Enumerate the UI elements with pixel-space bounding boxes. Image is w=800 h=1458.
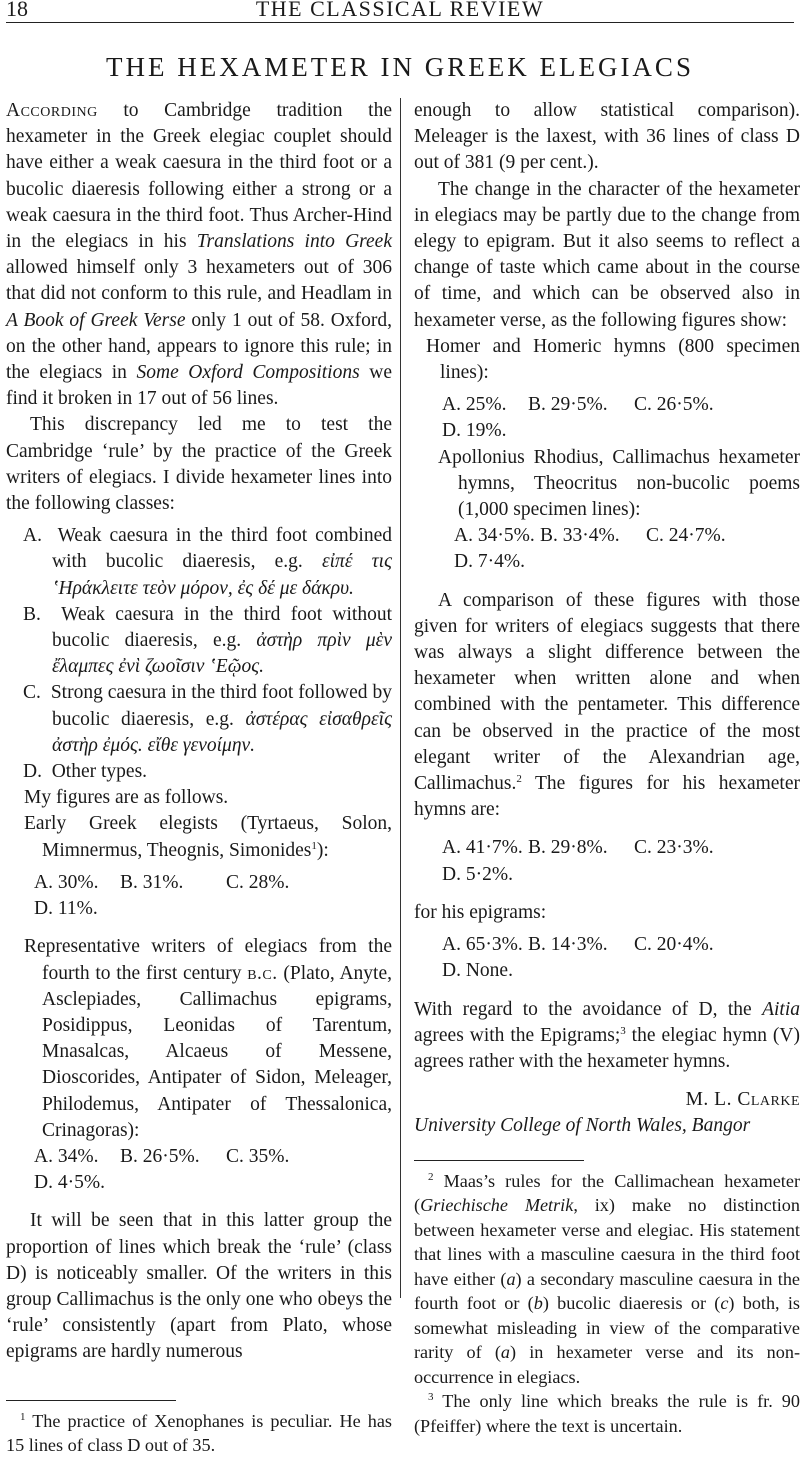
text-run: to Cambridge tradition the hexameter in the Greek elegiac couplet should have either a weak caesura in the third foot or a bucolic diaeresis following either a strong or a weak caesura in the third foot. Thus Archer-Hind in the elegiacs in his	[6, 100, 392, 253]
book-title: Some Oxford Compositions	[136, 362, 360, 384]
figure-a: A. 65·3%.	[442, 934, 523, 956]
author-affiliation: University College of North Wales, Bangor	[414, 1115, 751, 1137]
left-column	[6, 98, 392, 1458]
figure-b: B. 33·4%.	[540, 525, 620, 547]
class-text: Weak caesura in the third foot without bucolic diaeresis, e.g.	[52, 603, 392, 652]
figure-a: A. 34·5%.	[454, 525, 535, 547]
class-d	[6, 759, 392, 785]
option-letter: a	[500, 1342, 510, 1363]
class-label: D.	[23, 761, 42, 783]
text-run: The figures for his hexameter hymns are:	[414, 773, 800, 821]
footnote-ref: 1	[311, 839, 317, 852]
footnote-text: ) both, is somewhat misleading in view of the comparative rarity of (	[414, 1293, 800, 1363]
text-run: A comparison of these figures with those given for writers of elegiacs suggests that there was always a slight difference between the hexameter when written alone and when combined with the pentameter. This difference can be observed in the practice of the most elegant writer of the Alexandrian age, Callimachus.	[414, 589, 800, 795]
paragraph-5	[414, 588, 800, 824]
footnote-number: 2	[428, 1170, 434, 1183]
figures-callimachus-hymns	[414, 835, 800, 887]
option-letter: c	[720, 1293, 729, 1314]
figure-d: D. None.	[442, 960, 513, 982]
class-text: Other types.	[51, 761, 148, 783]
paragraph-2: This discrepancy led me to test the Cambridge ‘rule’ by the practice of the Greek writers of elegiacs. I divide hexameter lines into the following classes:	[6, 414, 392, 515]
class-label: C.	[23, 682, 41, 704]
group-text: Representative writers of elegiacs from the fourth to the first century	[24, 936, 392, 984]
paragraph-3: It will be seen that in this latter group the proportion of lines which break the ‘rule’ (class D) is noticeably smaller. Of the writers in this group Callimachus is the only one who obeys the ‘rule’ consistently (apart from Plato, whose epigrams are hardly numerous	[6, 1210, 392, 1363]
text-run: only 1 out of 58. Oxford, on the other hand, appears to ignore this rule; in the elegiacs in	[6, 309, 392, 384]
figure-a: A. 34%.	[34, 1145, 99, 1167]
figure-d: D. 5·2%.	[442, 863, 513, 885]
text-run: allowed himself only 3 hexameters out of 306 that did not conform to this rule, and Headlam in	[6, 257, 392, 305]
group-early-elegists	[6, 811, 392, 863]
paragraph-continued: enough to allow statistical comparison). Meleager is the laxest, with 36 lines of class D out of 381 (9 per cent.).	[414, 100, 800, 174]
figure-d: D. 19%.	[442, 420, 507, 442]
figures-homer	[414, 392, 800, 444]
paragraph-4: The change in the character of the hexameter in elegiacs may be partly due to the change from elegy to epigram. But it also seems to reflect a change of taste which came about in the course of time, and which can be observed also in hexameter verse, as the following figures show:	[414, 178, 800, 331]
text-run: we find it broken in 17 out of 56 lines.	[6, 362, 392, 410]
era-abbrev: b.c.	[247, 962, 278, 984]
figure-c: C. 20·4%.	[634, 934, 714, 956]
column-divider	[400, 98, 401, 1298]
figure-b: B. 26·5%.	[120, 1145, 200, 1167]
class-label: A.	[23, 525, 42, 547]
text-run: With regard to the avoidance of D, the	[414, 998, 763, 1020]
book-title: Translations into Greek	[196, 231, 392, 253]
header-rule	[6, 22, 794, 23]
footnote-text: , ix) make no distinction between hexameter verse and elegiac. His statement that lines with a masculine caesura in the third foot have either (	[414, 1195, 800, 1289]
group-text: ):	[316, 839, 329, 861]
footnote-rule	[414, 1160, 584, 1161]
for-epigrams: for his epigrams:	[414, 901, 547, 923]
footnote-rule	[6, 1400, 176, 1401]
group-representative-writers	[6, 934, 392, 1144]
footnote-ref: 2	[516, 773, 522, 786]
group-text: Early Greek elegists (Tyrtaeus, Solon, Mimnermus, Theognis, Simonides	[24, 813, 392, 861]
page-number: 18	[6, 0, 28, 21]
figures-intro: My figures are as follows.	[24, 787, 229, 809]
figure-b: B. 14·3%.	[528, 934, 608, 956]
figures-apollonius	[414, 523, 800, 575]
paragraph-1	[6, 98, 392, 412]
figure-c: C. 24·7%.	[646, 525, 726, 547]
footnote-text: ) bucolic diaeresis or (	[542, 1293, 721, 1314]
footnote-1	[6, 1409, 392, 1458]
footnote-ref: 3	[620, 1024, 626, 1037]
figure-c: C. 26·5%.	[634, 394, 714, 416]
running-title: THE CLASSICAL REVIEW	[255, 0, 545, 21]
figure-a: A. 30%.	[34, 871, 99, 893]
group-homer: Homer and Homeric hymns (800 specimen lines):	[426, 335, 800, 384]
figure-b: B. 31%.	[120, 871, 184, 893]
figure-c: C. 23·3%.	[634, 837, 714, 859]
class-b	[6, 602, 392, 681]
figure-c: C. 28%.	[226, 871, 290, 893]
figure-a: A. 41·7%.	[442, 837, 523, 859]
class-c	[6, 680, 392, 759]
class-text: Strong caesura in the third foot followed by bucolic diaeresis, e.g.	[50, 682, 393, 730]
figure-d: D. 11%.	[34, 898, 98, 920]
text-run: agrees with the Epigrams;	[414, 1024, 621, 1046]
greek-example: ἀστὴρ πρὶν μὲν ἔλαμπες ἐνὶ ζωοῖσιν ʽΕῷος.	[52, 630, 392, 678]
figures-callimachus-epigrams	[414, 932, 800, 984]
group-apollonius: Apollonius Rhodius, Callimachus hexameter hymns, Theocritus non-bucolic poems (1,000 specimen lines):	[438, 446, 800, 521]
greek-example: ἀστέρας εἰσαθρεῖς ἀστὴρ ἐμός. εἴθε γενοίμην.	[52, 708, 392, 756]
paragraph-6	[414, 997, 800, 1076]
class-a	[6, 523, 392, 602]
right-column	[414, 98, 800, 1438]
author-name: M. L. Clarke	[685, 1089, 800, 1111]
figure-b: B. 29·8%.	[528, 837, 608, 859]
class-label: B.	[23, 603, 41, 625]
figure-b: B. 29·5%.	[528, 394, 608, 416]
book-title: Griechische Metrik	[420, 1195, 574, 1216]
footnote-text: Maas’s rules for the Callimachean hexameter (	[414, 1170, 800, 1216]
footnote-number: 3	[428, 1391, 434, 1404]
figure-a: A. 25%.	[442, 394, 507, 416]
option-letter: b	[533, 1293, 543, 1314]
footnote-2	[414, 1169, 800, 1390]
figures-representative-writers	[6, 1144, 392, 1196]
footnote-text: ) a secondary masculine caesura in the fourth foot or (	[414, 1268, 800, 1314]
footnote-3	[414, 1389, 800, 1438]
figure-d: D. 4·5%.	[34, 1172, 105, 1194]
option-letter: a	[506, 1268, 516, 1289]
article-title: THE HEXAMETER IN GREEK ELEGIACS	[106, 52, 694, 82]
figure-c: C. 35%.	[226, 1145, 290, 1167]
class-text: Weak caesura in the third foot combined with bucolic diaeresis, e.g.	[52, 525, 392, 573]
figures-early-elegists	[6, 870, 392, 922]
lead-word: According	[6, 100, 98, 121]
group-text: (Plato, Anyte, Asclepiades, Callimachus epigrams, Posidippus, Leonidas of Tarentum, Mnasalcas, Alcaeus of Messene, Dioscorides, Antipater of Sidon, Meleager, Philodemus, Antipater of Thessalonica, Crinagoras):	[42, 962, 392, 1141]
book-title: A Book of Greek Verse	[6, 309, 186, 331]
footnote-text: ) in hexameter verse and its non-occurrence in elegiacs.	[414, 1342, 800, 1387]
footnote-text: The only line which breaks the rule is fr. 90 (Pfeiffer) where the text is uncertain.	[414, 1391, 800, 1436]
figure-d: D. 7·4%.	[454, 551, 525, 573]
footnote-number: 1	[20, 1410, 26, 1423]
footnote-text: The practice of Xenophanes is peculiar. He has 15 lines of class D out of 35.	[6, 1410, 392, 1456]
work-title: Aitia	[762, 998, 800, 1020]
greek-example: εἰπέ τις ʽΗράκλειτε τεὸν μόρον, ἐς δέ με δάκρυ.	[52, 551, 392, 599]
text-run: the elegiac hymn (V) agrees rather with the hexameter hymns.	[414, 1024, 800, 1072]
